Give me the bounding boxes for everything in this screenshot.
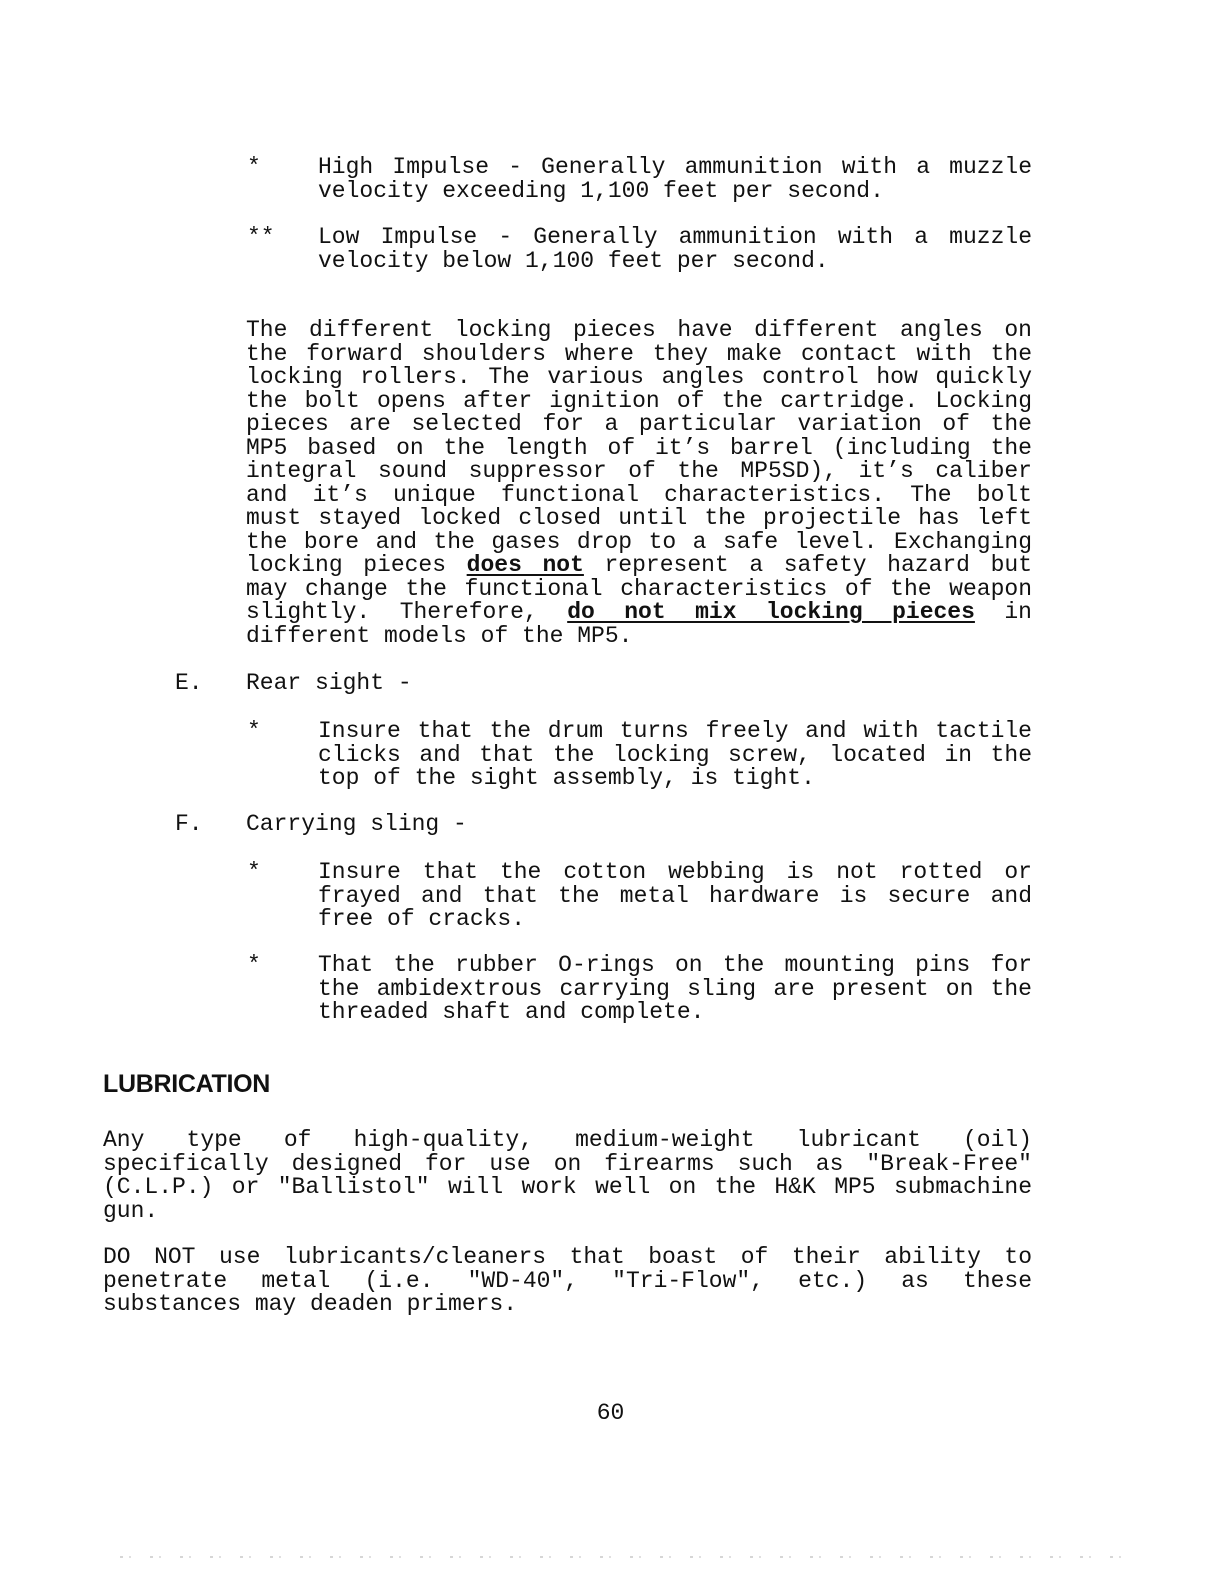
section-e-letter: E. — [175, 670, 203, 696]
note-marker-low: ** — [247, 224, 275, 250]
page-number: 60 — [596, 1400, 625, 1426]
locking-text-part1: The different locking pieces have different angles on the forward shoulders where they make contact with the locking rollers. The various angles control how quickly the bolt opens after ignition of the cartridge. Locking pieces are selected for a particular variation of the MP5 based on the length of it’s barrel (including the integral sound suppressor of the MP5SD), it’s caliber and it’s unique functional characteristics. The bolt must stayed locked closed until the projectile has left the bore and the gases drop to a safe level. Exchanging locking pieces — [246, 317, 1032, 578]
emphasis-does-not: does not — [466, 552, 584, 578]
section-f-bullet1-marker: * — [247, 859, 261, 885]
note-low-impulse: Low Impulse - Generally ammunition with a muzzle velocity below 1,100 feet per second. — [318, 224, 1032, 274]
section-f-title: Carrying sling - — [246, 811, 467, 837]
note-marker-high: * — [247, 154, 261, 180]
emphasis-do-not-mix: do not mix locking pieces — [567, 599, 975, 625]
section-f-bullet2: That the rubber O-rings on the mounting pins for the ambidextrous carrying sling are present on the threaded shaft and complete. — [318, 952, 1032, 1025]
lubrication-heading: LUBRICATION — [103, 1070, 271, 1098]
section-f-letter: F. — [175, 811, 203, 837]
lubrication-paragraph-1: Any type of high-quality, medium-weight lubricant (oil) specifically designed for use on firearms such as "Break-Free" (C.L.P.) or "Ballistol" will work well on the H&K MP5 submachine gun. — [103, 1127, 1032, 1224]
locking-pieces-paragraph — [246, 319, 1032, 648]
locking-text-part2: represent a safety hazard but may change the functional characteristics of the weapon slightly. Therefore, — [246, 552, 1032, 625]
scan-artifact-line — [120, 1556, 1140, 1558]
section-e-bullet: Insure that the drum turns freely and with tactile clicks and that the locking screw, located in the top of the sight assembly, is tight. — [318, 718, 1032, 791]
section-e-title: Rear sight - — [246, 670, 412, 696]
locking-text-part3: in different models of the MP5. — [246, 599, 1032, 649]
section-e-bullet-marker: * — [247, 718, 261, 744]
lubrication-paragraph-2: DO NOT use lubricants/cleaners that boast of their ability to penetrate metal (i.e. "WD-40", "Tri-Flow", etc.) as these substances may deaden primers. — [103, 1244, 1032, 1317]
section-f-bullet1: Insure that the cotton webbing is not rotted or frayed and that the metal hardware is secure and free of cracks. — [318, 859, 1032, 932]
note-high-impulse: High Impulse - Generally ammunition with a muzzle velocity exceeding 1,100 feet per second. — [318, 154, 1032, 204]
section-f-bullet2-marker: * — [247, 952, 261, 978]
